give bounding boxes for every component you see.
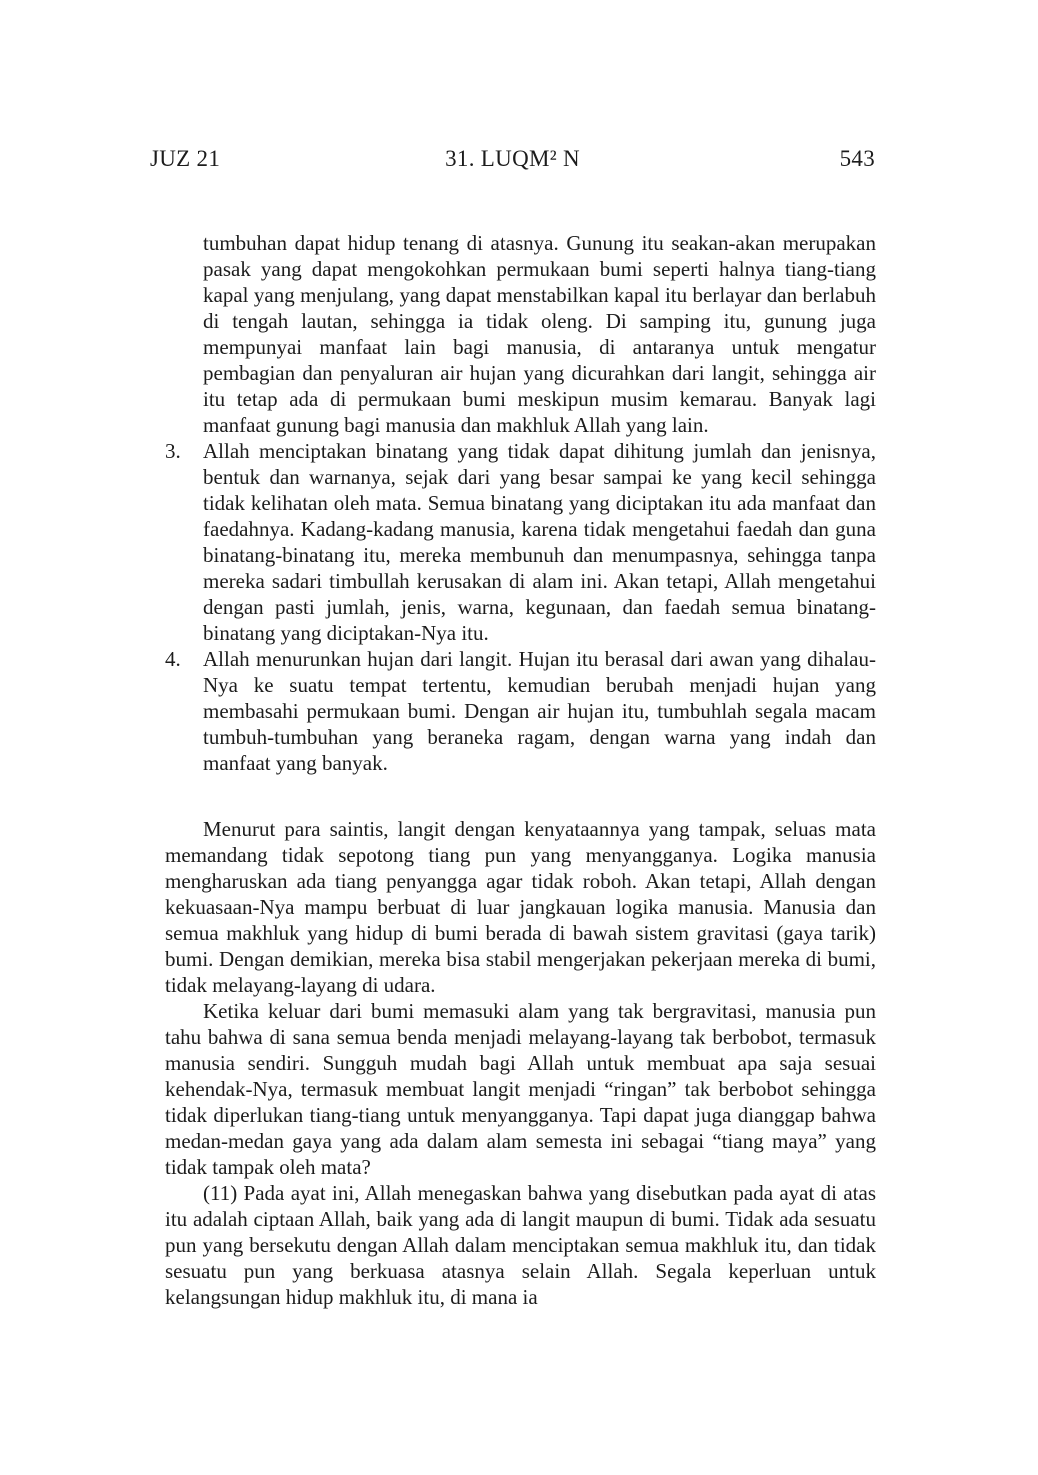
page-header	[150, 146, 875, 172]
commentary-section	[165, 816, 876, 1310]
surah-title: 31. LUQM² N	[445, 146, 580, 171]
list-item-number: 4.	[165, 647, 181, 671]
list-item-text: Allah menurunkan hujan dari langit. Hujan itu berasal dari awan yang dihalau-Nya ke suatu tempat tertentu, kemudian berubah menjadi hujan yang membasahi permukaan bumi. Dengan air hujan itu, tumbuhlah segala macam tumbuh-tumbuhan yang beraneka ragam, dengan warna yang indah dan manfaat yang banyak.	[203, 647, 876, 775]
list-item-text: Allah menciptakan binatang yang tidak dapat dihitung jumlah dan jenisnya, bentuk dan warnanya, sejak dari yang besar sampai ke yang kecil sehingga tidak kelihatan oleh mata. Semua binatang yang diciptakan itu ada manfaat dan faedahnya. Kadang-kadang manusia, karena tidak mengetahui faedah dan guna binatang-binatang itu, mereka membunuh dan menumpasnya, sehingga tanpa mereka sadari timbullah kerusakan di alam ini. Akan tetapi, Allah mengetahui dengan pasti jumlah, jenis, warna, kegunaan, dan faedah semua binatang-binatang yang diciptakan-Nya itu.	[203, 439, 876, 645]
commentary-paragraph-1: Menurut para saintis, langit dengan kenyataannya yang tampak, seluas mata memandang tidak sepotong tiang pun yang menyangganya. Logika manusia mengharuskan ada tiang penyangga agar tidak roboh. Akan tetapi, Allah dengan kekuasaan-Nya mampu berbuat di luar jangkauan logika manusia. Manusia dan semua makhluk yang hidup di bumi berada di bawah sistem gravitasi (gaya tarik) bumi. Dengan demikian, mereka bisa stabil mengerjakan pekerjaan mereka di bumi, tidak melayang-layang di udara.	[165, 817, 876, 997]
juz-label: JUZ 21	[150, 146, 221, 171]
list-item-3	[165, 438, 876, 646]
commentary-paragraph-2: Ketika keluar dari bumi memasuki alam yang tak bergravitasi, manusia pun tahu bahwa di sana semua benda menjadi melayang-layang tak berbobot, termasuk manusia sendiri. Sungguh mudah bagi Allah untuk membuat apa saja sesuai kehendak-Nya, termasuk membuat langit menjadi “ringan” tak berbobot sehingga tidak diperlukan tiang-tiang untuk menyangganya. Tapi dapat juga dianggap bahwa medan-medan gaya yang ada dalam alam semesta ini sebagai “tiang maya” yang tidak tampak oleh mata?	[165, 999, 876, 1179]
list-item-4	[165, 646, 876, 776]
page-body	[165, 230, 876, 1310]
commentary-paragraph-3: (11) Pada ayat ini, Allah menegaskan bahwa yang disebutkan pada ayat di atas itu adalah ciptaan Allah, baik yang ada di langit maupun di bumi. Tidak ada sesuatu pun yang bersekutu dengan Allah dalam menciptakan semua makhluk itu, dan tidak sesuatu pun yang berkuasa atasnya selain Allah. Segala keperluan untuk kelangsungan hidup makhluk itu, di mana ia	[165, 1181, 876, 1309]
list-item-number: 3.	[165, 439, 181, 463]
continuation-paragraph: tumbuhan dapat hidup tenang di atasnya. Gunung itu seakan-akan merupakan pasak yang dapat mengokohkan permukaan bumi seperti halnya tiang-tiang kapal yang menjulang, yang dapat menstabilkan kapal itu berlayar dan berlabuh di tengah lautan, sehingga ia tidak oleng. Di samping itu, gunung juga mempunyai manfaat lain bagi manusia, di antaranya untuk mengatur pembagian dan penyaluran air hujan yang dicurahkan dari langit, sehingga air itu tetap ada di permukaan bumi meskipun musim kemarau. Banyak lagi manfaat gunung bagi manusia dan makhluk Allah yang lain.	[203, 231, 876, 437]
numbered-list	[165, 438, 876, 776]
page-number: 543	[839, 146, 875, 171]
